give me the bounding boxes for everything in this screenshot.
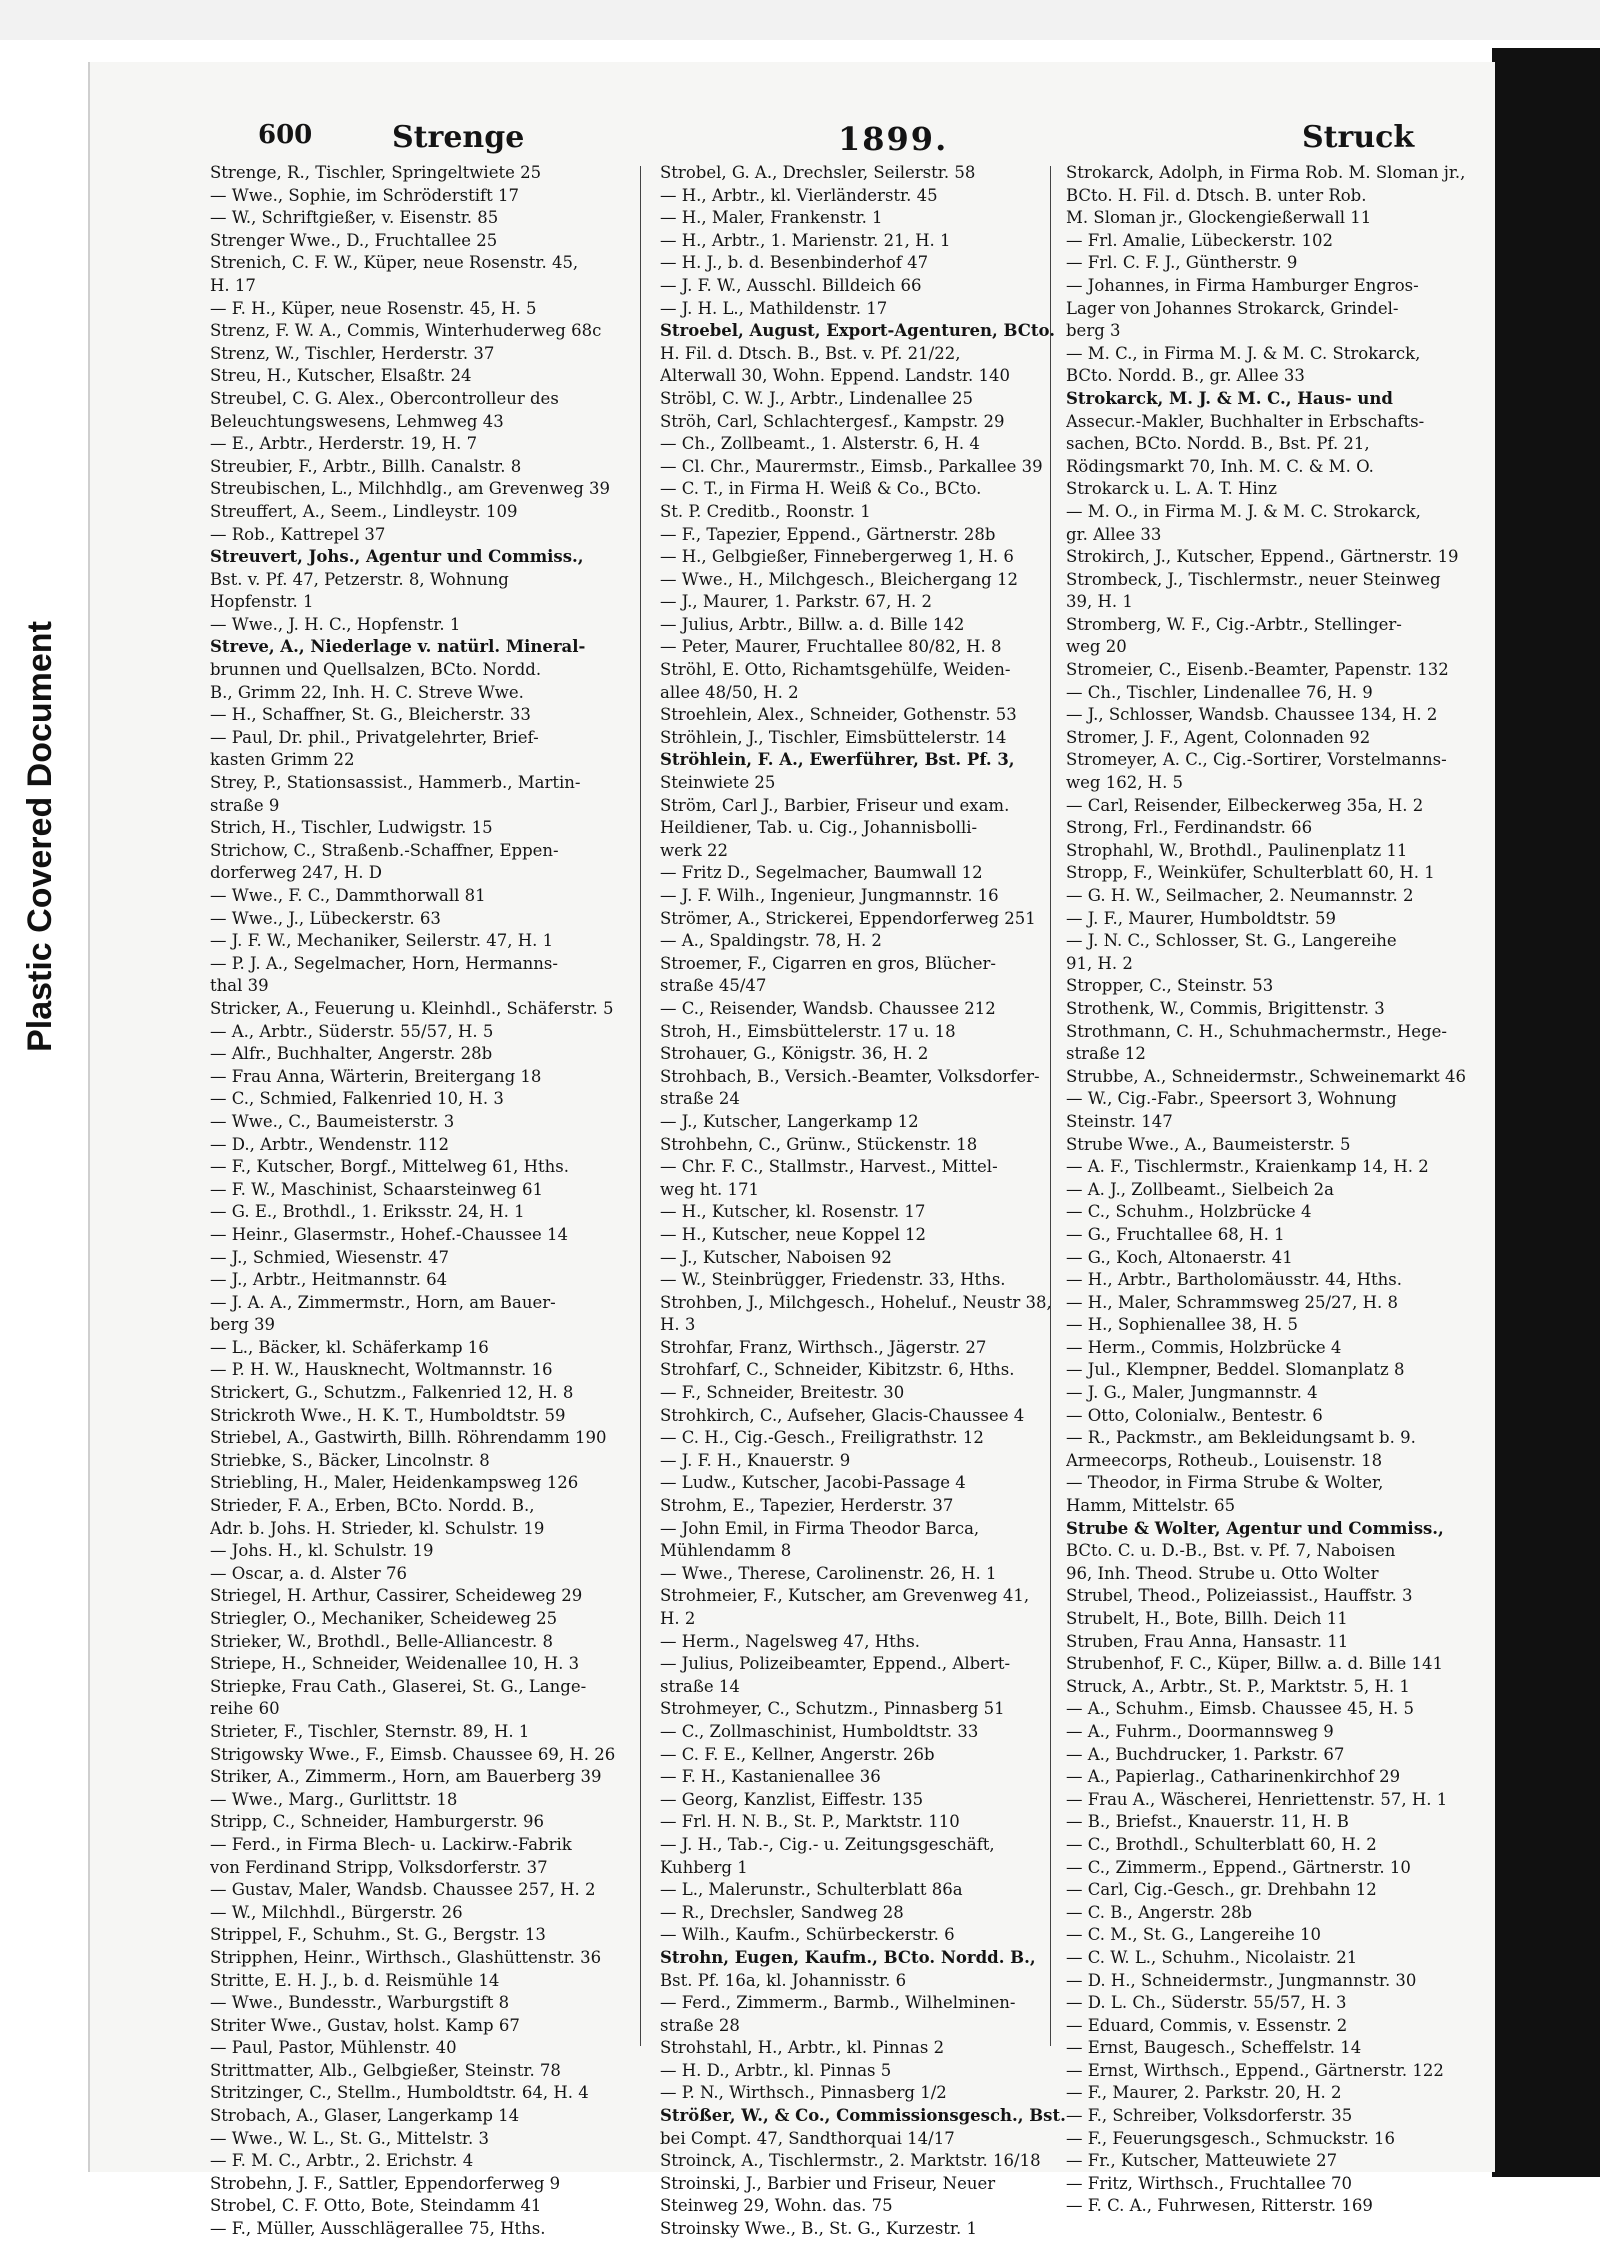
directory-entry: — J., Schmied, Wiesenstr. 47 — [210, 1247, 449, 1267]
directory-entry: Streuvert, Johs., Agentur und Commiss., — [210, 547, 584, 567]
directory-entry: — W., Cig.-Fabr., Speersort 3, Wohnung — [1066, 1089, 1397, 1109]
directory-entry: Stromeyer, A. C., Cig.-Sortirer, Vorstelmanns- — [1066, 750, 1447, 770]
directory-entry: — Jul., Klempner, Beddel. Slomanplatz 8 — [1066, 1360, 1405, 1380]
directory-entry: berg 3 — [1066, 321, 1121, 341]
directory-entry: Strenich, C. F. W., Küper, neue Rosenstr. 45, — [210, 253, 579, 273]
directory-entry: — Wwe., Therese, Carolinenstr. 26, H. 1 — [660, 1563, 997, 1583]
directory-entry: Ströbl, C. W. J., Arbtr., Lindenallee 25 — [660, 388, 974, 408]
directory-entry: — H., Arbtr., Bartholomäusstr. 44, Hths. — [1066, 1270, 1403, 1290]
directory-entry: — C., Zimmerm., Eppend., Gärtnerstr. 10 — [1066, 1857, 1411, 1877]
directory-entry: — Paul, Pastor, Mühlenstr. 40 — [210, 2038, 457, 2058]
directory-entry: — J. F. Wilh., Ingenieur, Jungmannstr. 16 — [660, 886, 999, 905]
directory-entry: Strokirch, J., Kutscher, Eppend., Gärtnerstr. 19 — [1066, 547, 1459, 567]
directory-entry: — Frl. Amalie, Lübeckerstr. 102 — [1066, 230, 1334, 250]
directory-entry: H. 2 — [660, 1609, 696, 1628]
directory-entry: Streubel, C. G. Alex., Obercontrolleur des — [210, 388, 559, 408]
directory-entry: Stroinck, A., Tischlermstr., 2. Marktstr. 16/18 — [660, 2151, 1041, 2171]
directory-entry: Strohauer, G., Königstr. 36, H. 2 — [660, 1044, 929, 1064]
directory-entry: Strieder, F. A., Erben, BCto. Nordd. B., — [210, 1496, 535, 1516]
directory-entry: — Wwe., W. L., St. G., Mittelstr. 3 — [210, 2128, 489, 2148]
directory-entry: Struben, Frau Anna, Hansastr. 11 — [1066, 1631, 1349, 1651]
directory-entry: — Chr. F. C., Stallmstr., Harvest., Mittel- — [660, 1157, 998, 1177]
scan-background — [0, 0, 1600, 40]
directory-entry: — J. F., Maurer, Humboldtstr. 59 — [1066, 908, 1337, 928]
directory-entry: Strokarck, Adolph, in Firma Rob. M. Sloman jr., — [1066, 163, 1466, 182]
directory-entry: Strichow, C., Straßenb.-Schaffner, Eppen- — [210, 840, 559, 860]
directory-entry: — J. H., Tab.-, Cig.- u. Zeitungsgeschäft, — [660, 1834, 995, 1854]
directory-entry: — Herm., Commis, Holzbrücke 4 — [1066, 1337, 1342, 1357]
directory-entry: — C. H., Cig.-Gesch., Freiligrathstr. 12 — [660, 1428, 984, 1448]
directory-entry: gr. Allee 33 — [1066, 524, 1162, 544]
directory-entry: — F. M. C., Arbtr., 2. Erichstr. 4 — [210, 2151, 474, 2171]
directory-entry: — Wilh., Kaufm., Schürbeckerstr. 6 — [660, 1925, 955, 1945]
directory-entry: — J., Maurer, 1. Parkstr. 67, H. 2 — [660, 592, 932, 612]
directory-entry: — F., Müller, Ausschlägerallee 75, Hths. — [210, 2219, 546, 2239]
directory-entry: — J. F. H., Knauerstr. 9 — [660, 1450, 851, 1470]
directory-entry: Stripp, C., Schneider, Hamburgerstr. 96 — [210, 1812, 545, 1832]
directory-entry: Strickert, G., Schutzm., Falkenried 12, H. 8 — [210, 1383, 574, 1403]
directory-entry: — Ch., Zollbeamt., 1. Alsterstr. 6, H. 4 — [660, 434, 980, 454]
directory-entry: von Ferdinand Stripp, Volksdorferstr. 37 — [210, 1857, 548, 1877]
directory-entry: Striebke, S., Bäcker, Lincolnstr. 8 — [210, 1450, 490, 1470]
directory-entry: Strobach, A., Glaser, Langerkamp 14 — [210, 2106, 520, 2126]
directory-entry: weg ht. 171 — [660, 1179, 759, 1199]
directory-entry: Striebling, H., Maler, Heidenkampsweg 126 — [210, 1473, 579, 1493]
directory-entry: 39, H. 1 — [1066, 592, 1133, 612]
directory-entry: — Wwe., H., Milchgesch., Bleichergang 12 — [660, 569, 1018, 589]
directory-entry: Stripphen, Heinr., Wirthsch., Glashüttenstr. 36 — [210, 1947, 602, 1967]
directory-entry: — F., Tapezier, Eppend., Gärtnerstr. 28b — [660, 524, 996, 544]
directory-entry: — Wwe., Bundesstr., Warburgstift 8 — [210, 1993, 510, 2013]
directory-entry: St. P. Creditb., Roonstr. 1 — [660, 501, 871, 521]
directory-entry: — W., Steinbrügger, Friedenstr. 33, Hths. — [660, 1270, 1006, 1290]
directory-entry: Ströh, Carl, Schlachtergesf., Kampstr. 29 — [660, 411, 1005, 431]
directory-entry: Ström, Carl J., Barbier, Friseur und exam. — [660, 795, 1010, 815]
directory-entry: Streu, H., Kutscher, Elsaßtr. 24 — [210, 366, 472, 386]
directory-entry: — F., Schreiber, Volksdorferstr. 35 — [1066, 2106, 1353, 2126]
directory-entry: — H., Kutscher, kl. Rosenstr. 17 — [660, 1202, 926, 1222]
directory-entry: — G. H. W., Seilmacher, 2. Neumannstr. 2 — [1066, 886, 1414, 905]
directory-entry: Streubier, F., Arbtr., Billh. Canalstr. 8 — [210, 456, 522, 476]
directory-column-2 — [660, 162, 1068, 2241]
directory-entry: Strubbe, A., Schneidermstr., Schweinemarkt 46 — [1066, 1066, 1467, 1086]
directory-entry: Strubel, Theod., Polizeiassist., Hauffstr. 3 — [1066, 1586, 1413, 1606]
directory-entry: — L., Malerunstr., Schulterblatt 86a — [660, 1880, 963, 1900]
directory-entry: — H., Schaffner, St. G., Bleicherstr. 33 — [210, 705, 531, 725]
directory-entry: Stritte, E. H. J., b. d. Reismühle 14 — [210, 1970, 500, 1990]
directory-entry: — H. D., Arbtr., kl. Pinnas 5 — [660, 2060, 892, 2080]
directory-entry: — A. F., Tischlermstr., Kraienkamp 14, H. 2 — [1066, 1157, 1429, 1177]
directory-entry: Strohstahl, H., Arbtr., kl. Pinnas 2 — [660, 2038, 945, 2058]
directory-entry: — A., Papierlag., Catharinenkirchhof 29 — [1066, 1767, 1401, 1787]
directory-entry: Ströhlein, F. A., Ewerführer, Bst. Pf. 3, — [660, 750, 1015, 770]
directory-column-3 — [1066, 162, 1474, 2218]
directory-entry: Stroinsky Wwe., B., St. G., Kurzestr. 1 — [660, 2219, 977, 2239]
directory-entry: — Johannes, in Firma Hamburger Engros- — [1066, 275, 1419, 295]
directory-entry: — Theodor, in Firma Strube & Wolter, — [1066, 1473, 1384, 1493]
directory-entry: Struck, A., Arbtr., St. P., Marktstr. 5, H. 1 — [1066, 1676, 1410, 1696]
directory-entry: Striegel, H. Arthur, Cassirer, Scheideweg 29 — [210, 1586, 583, 1606]
directory-entry: Strothenk, W., Commis, Brigittenstr. 3 — [1066, 998, 1385, 1018]
directory-entry: — C. F. E., Kellner, Angerstr. 26b — [660, 1744, 935, 1764]
directory-entry: — C. W. L., Schuhm., Nicolaistr. 21 — [1066, 1947, 1358, 1967]
directory-entry: — Frau A., Wäscherei, Henriettenstr. 57, H. 1 — [1066, 1789, 1448, 1809]
directory-entry: — H., Arbtr., kl. Vierländerstr. 45 — [660, 185, 938, 205]
directory-entry: BCto. Nordd. B., gr. Allee 33 — [1066, 366, 1305, 386]
directory-entry: — Gustav, Maler, Wandsb. Chaussee 257, H. 2 — [210, 1880, 596, 1900]
directory-entry: — Wwe., J., Lübeckerstr. 63 — [210, 908, 441, 928]
directory-entry: Strohmeyer, C., Schutzm., Pinnasberg 51 — [660, 1699, 1005, 1719]
directory-entry: — H. J., b. d. Besenbinderhof 47 — [660, 253, 929, 273]
directory-entry: Strobel, G. A., Drechsler, Seilerstr. 58 — [660, 163, 976, 182]
directory-entry: — G., Fruchtallee 68, H. 1 — [1066, 1224, 1285, 1244]
directory-entry: — Alfr., Buchhalter, Angerstr. 28b — [210, 1044, 493, 1064]
directory-entry: Adr. b. Johs. H. Strieder, kl. Schulstr. 19 — [210, 1518, 545, 1538]
directory-entry: Strobel, C. F. Otto, Bote, Steindamm 41 — [210, 2196, 542, 2216]
directory-entry: — M. C., in Firma M. J. & M. C. Strokarck, — [1066, 343, 1421, 363]
directory-entry: 91, H. 2 — [1066, 953, 1133, 973]
directory-entry: Striker, A., Zimmerm., Horn, am Bauerberg 39 — [210, 1767, 602, 1787]
directory-entry: — Julius, Polizeibeamter, Eppend., Albert- — [660, 1654, 1011, 1674]
directory-entry: Ströhl, E. Otto, Richamtsgehülfe, Weiden- — [660, 660, 1011, 680]
directory-entry: — John Emil, in Firma Theodor Barca, — [660, 1518, 980, 1538]
directory-entry: Armeecorps, Rotheub., Louisenstr. 18 — [1066, 1450, 1383, 1470]
directory-entry: straße 24 — [660, 1089, 740, 1109]
directory-entry: Strobehn, J. F., Sattler, Eppendorferweg 9 — [210, 2173, 561, 2193]
directory-entry: — A., Spaldingstr. 78, H. 2 — [660, 931, 882, 951]
directory-entry: — A., Buchdrucker, 1. Parkstr. 67 — [1066, 1744, 1345, 1764]
directory-entry: — Carl, Reisender, Eilbeckerweg 35a, H. 2 — [1066, 795, 1424, 815]
directory-entry: — Wwe., F. C., Dammthorwall 81 — [210, 886, 486, 905]
directory-entry: Bst. v. Pf. 47, Petzerstr. 8, Wohnung — [210, 569, 509, 589]
directory-entry: Strenger Wwe., D., Fruchtallee 25 — [210, 230, 498, 250]
plastic-covered-label-text: Plastic Covered Document — [20, 620, 59, 1052]
directory-entry: — F. H., Küper, neue Rosenstr. 45, H. 5 — [210, 298, 537, 318]
directory-entry: — C., Schmied, Falkenried 10, H. 3 — [210, 1089, 504, 1109]
directory-entry: Striepke, Frau Cath., Glaserei, St. G., Lange- — [210, 1676, 587, 1696]
directory-entry: — C., Schuhm., Holzbrücke 4 — [1066, 1202, 1312, 1222]
directory-entry: Strenz, F. W. A., Commis, Winterhuderweg 68c — [210, 321, 602, 341]
directory-entry: — Julius, Arbtr., Billw. a. d. Bille 142 — [660, 614, 965, 634]
directory-entry: H. 3 — [660, 1315, 696, 1335]
directory-entry: Strich, H., Tischler, Ludwigstr. 15 — [210, 818, 493, 838]
running-head-right: Struck — [1302, 120, 1415, 155]
directory-entry: — J. H. L., Mathildenstr. 17 — [660, 298, 888, 318]
directory-entry: — J., Kutscher, Langerkamp 12 — [660, 1111, 919, 1131]
directory-entry: — C., Zollmaschinist, Humboldtstr. 33 — [660, 1721, 979, 1741]
directory-entry: dorferweg 247, H. D — [210, 863, 382, 883]
directory-entry: straße 45/47 — [660, 976, 767, 996]
directory-entry: Beleuchtungswesens, Lehmweg 43 — [210, 411, 504, 431]
directory-entry: B., Grimm 22, Inh. H. C. Streve Wwe. — [210, 682, 524, 702]
directory-entry: Strombeck, J., Tischlermstr., neuer Steinweg — [1066, 569, 1441, 589]
directory-entry: Assecur.-Makler, Buchhalter in Erbschafts- — [1066, 411, 1425, 431]
directory-entry: straße 12 — [1066, 1044, 1146, 1064]
directory-entry: werk 22 — [660, 840, 729, 860]
page-number: 600 — [258, 120, 313, 150]
directory-entry: Strube & Wolter, Agentur und Commiss., — [1066, 1518, 1444, 1538]
directory-entry: — Ch., Tischler, Lindenallee 76, H. 9 — [1066, 682, 1373, 702]
directory-entry: Steinstr. 147 — [1066, 1111, 1173, 1131]
directory-entry: Stropper, C., Steinstr. 53 — [1066, 976, 1274, 996]
directory-entry: sachen, BCto. Nordd. B., Bst. Pf. 21, — [1066, 434, 1370, 454]
directory-entry: — Otto, Colonialw., Bentestr. 6 — [1066, 1405, 1323, 1425]
directory-entry: — H., Gelbgießer, Finnebergerweg 1, H. 6 — [660, 547, 1014, 567]
directory-entry: — D., Arbtr., Wendenstr. 112 — [210, 1134, 450, 1154]
directory-entry: — H., Kutscher, neue Koppel 12 — [660, 1224, 927, 1244]
directory-entry: — P. H. W., Hausknecht, Woltmannstr. 16 — [210, 1360, 553, 1380]
directory-entry: — Wwe., C., Baumeisterstr. 3 — [210, 1111, 455, 1131]
directory-entry: Bst. Pf. 16a, kl. Johannisstr. 6 — [660, 1970, 907, 1990]
directory-entry: Strohkirch, C., Aufseher, Glacis-Chaussee 4 — [660, 1405, 1025, 1425]
directory-entry: — F., Kutscher, Borgf., Mittelweg 61, Hths. — [210, 1157, 570, 1177]
directory-entry: Stromeier, C., Eisenb.-Beamter, Papenstr. 132 — [1066, 660, 1449, 680]
directory-entry: — F. W., Maschinist, Schaarsteinweg 61 — [210, 1179, 543, 1199]
directory-entry: Strieker, W., Brothdl., Belle-Alliancestr. 8 — [210, 1631, 553, 1651]
directory-entry: Striebel, A., Gastwirth, Billh. Röhrendamm 190 — [210, 1428, 607, 1448]
directory-entry: H. Fil. d. Dtsch. B., Bst. v. Pf. 21/22, — [660, 343, 961, 363]
directory-entry: — Heinr., Glasermstr., Hohef.-Chaussee 14 — [210, 1224, 569, 1244]
directory-entry: straße 9 — [210, 795, 280, 815]
directory-entry: — B., Briefst., Knauerstr. 11, H. B — [1066, 1812, 1349, 1832]
directory-entry: — G., Koch, Altonaerstr. 41 — [1066, 1247, 1293, 1267]
directory-entry: — J. A. A., Zimmermstr., Horn, am Bauer- — [210, 1292, 556, 1312]
directory-entry: — Herm., Nagelsweg 47, Hths. — [660, 1631, 921, 1651]
year-heading: 1899. — [838, 120, 949, 158]
directory-entry: — Fritz, Wirthsch., Fruchtallee 70 — [1066, 2173, 1352, 2193]
directory-entry: Strohn, Eugen, Kaufm., BCto. Nordd. B., — [660, 1947, 1036, 1967]
directory-entry: — L., Bäcker, kl. Schäferkamp 16 — [210, 1337, 489, 1357]
directory-entry: Strey, P., Stationsassist., Hammerb., Martin- — [210, 773, 581, 793]
directory-entry: — C. B., Angerstr. 28b — [1066, 1902, 1253, 1922]
directory-entry: thal 39 — [210, 976, 269, 996]
directory-entry: Mühlendamm 8 — [660, 1541, 792, 1561]
directory-entry: — R., Drechsler, Sandweg 28 — [660, 1902, 904, 1922]
directory-entry: Stroehlein, Alex., Schneider, Gothenstr. 53 — [660, 705, 1017, 725]
directory-entry: — J., Kutscher, Naboisen 92 — [660, 1247, 892, 1267]
directory-entry: — Frau Anna, Wärterin, Breitergang 18 — [210, 1066, 542, 1086]
directory-entry: allee 48/50, H. 2 — [660, 682, 799, 702]
directory-entry: straße 14 — [660, 1676, 740, 1696]
directory-entry: — M. O., in Firma M. J. & M. C. Strokarck, — [1066, 501, 1421, 521]
column-divider — [640, 166, 641, 2046]
directory-entry: — Johs. H., kl. Schulstr. 19 — [210, 1541, 434, 1561]
directory-entry: kasten Grimm 22 — [210, 750, 355, 770]
directory-entry: Strömer, A., Strickerei, Eppendorferweg 251 — [660, 908, 1036, 928]
directory-entry: — Ludw., Kutscher, Jacobi-Passage 4 — [660, 1473, 966, 1493]
directory-entry: Alterwall 30, Wohn. Eppend. Landstr. 140 — [660, 366, 1010, 386]
directory-entry: Stropp, F., Weinküfer, Schulterblatt 60, H. 1 — [1066, 863, 1435, 883]
directory-entry: Strong, Frl., Ferdinandstr. 66 — [1066, 818, 1313, 838]
directory-entry: Strubenhof, F. C., Küper, Billw. a. d. Bille 141 — [1066, 1654, 1444, 1674]
directory-entry: Streuffert, A., Seem., Lindleystr. 109 — [210, 501, 518, 521]
directory-entry: Hamm, Mittelstr. 65 — [1066, 1496, 1236, 1516]
directory-entry: — J. N. C., Schlosser, St. G., Langereihe — [1066, 931, 1397, 951]
directory-entry: Strohbach, B., Versich.-Beamter, Volksdorfer- — [660, 1066, 1040, 1086]
directory-entry: Heildiener, Tab. u. Cig., Johannisbolli- — [660, 818, 978, 838]
directory-entry: — J. F. W., Mechaniker, Seilerstr. 47, H. 1 — [210, 931, 554, 951]
directory-entry: — A., Fuhrm., Doormannsweg 9 — [1066, 1721, 1334, 1741]
directory-entry: — Carl, Cig.-Gesch., gr. Drehbahn 12 — [1066, 1880, 1377, 1900]
directory-entry: Streve, A., Niederlage v. natürl. Mineral- — [210, 637, 586, 657]
directory-entry: Striegler, O., Mechaniker, Scheideweg 25 — [210, 1609, 558, 1628]
directory-entry: Strubelt, H., Bote, Billh. Deich 11 — [1066, 1609, 1348, 1628]
directory-entry: reihe 60 — [210, 1699, 280, 1719]
directory-entry: Stromberg, W. F., Cig.-Arbtr., Stellinger- — [1066, 614, 1402, 634]
directory-entry: — Wwe., Sophie, im Schröderstift 17 — [210, 185, 520, 205]
directory-entry: Streubischen, L., Milchhdlg., am Grevenweg 39 — [210, 479, 611, 499]
directory-entry: — Cl. Chr., Maurermstr., Eimsb., Parkallee 39 — [660, 456, 1043, 476]
directory-entry: — Rob., Kattrepel 37 — [210, 524, 386, 544]
directory-entry: — J. F. W., Ausschl. Billdeich 66 — [660, 275, 922, 295]
directory-entry: Kuhberg 1 — [660, 1857, 748, 1877]
directory-entry: Strippel, F., Schuhm., St. G., Bergstr. 13 — [210, 1925, 546, 1945]
directory-entry: — Paul, Dr. phil., Privatgelehrter, Brief- — [210, 727, 539, 747]
directory-entry: Strohmeier, F., Kutscher, am Grevenweg 41, — [660, 1586, 1030, 1606]
directory-entry: Steinweg 29, Wohn. das. 75 — [660, 2196, 893, 2216]
directory-entry: weg 20 — [1066, 637, 1127, 657]
directory-entry: Strößer, W., & Co., Commissionsgesch., Bst. — [660, 2106, 1066, 2126]
directory-entry: — Wwe., Marg., Gurlittstr. 18 — [210, 1789, 458, 1809]
directory-entry: — F. C. A., Fuhrwesen, Ritterstr. 169 — [1066, 2196, 1373, 2216]
directory-entry: — H., Arbtr., 1. Marienstr. 21, H. 1 — [660, 230, 951, 250]
scanner-shadow-strip — [1492, 48, 1600, 2177]
directory-entry: — H., Maler, Schrammsweg 25/27, H. 8 — [1066, 1292, 1398, 1312]
directory-entry: — P. J. A., Segelmacher, Horn, Hermanns- — [210, 953, 558, 973]
directory-entry: — J. G., Maler, Jungmannstr. 4 — [1066, 1383, 1318, 1403]
directory-entry: Strube Wwe., A., Baumeisterstr. 5 — [1066, 1134, 1351, 1154]
directory-entry: — E., Arbtr., Herderstr. 19, H. 7 — [210, 434, 478, 454]
directory-entry: Strohben, J., Milchgesch., Hoheluf., Neustr 38, — [660, 1292, 1052, 1312]
directory-entry: — Ferd., Zimmerm., Barmb., Wilhelminen- — [660, 1993, 1016, 2013]
running-head-left: Strenge — [392, 120, 525, 155]
directory-entry: Strickroth Wwe., H. K. T., Humboldtstr. 59 — [210, 1405, 566, 1425]
directory-entry: Strohm, E., Tapezier, Herderstr. 37 — [660, 1496, 954, 1516]
directory-entry: weg 162, H. 5 — [1066, 773, 1184, 793]
directory-entry: — A., Schuhm., Eimsb. Chaussee 45, H. 5 — [1066, 1699, 1414, 1719]
directory-entry: Lager von Johannes Strokarck, Grindel- — [1066, 298, 1399, 318]
directory-entry: — C., Reisender, Wandsb. Chaussee 212 — [660, 998, 996, 1018]
directory-entry: Steinwiete 25 — [660, 773, 776, 793]
directory-entry: — P. N., Wirthsch., Pinnasberg 1/2 — [660, 2083, 947, 2103]
directory-entry: Striepe, H., Schneider, Weidenallee 10, H. 3 — [210, 1654, 580, 1674]
directory-entry: Striter Wwe., Gustav, holst. Kamp 67 — [210, 2015, 520, 2035]
directory-entry: berg 39 — [210, 1315, 276, 1335]
directory-entry: — A. J., Zollbeamt., Sielbeich 2a — [1066, 1179, 1335, 1199]
directory-entry: — H., Maler, Frankenstr. 1 — [660, 208, 883, 228]
directory-entry: Ströhlein, J., Tischler, Eimsbüttelerstr. 14 — [660, 727, 1007, 747]
directory-entry: — F., Maurer, 2. Parkstr. 20, H. 2 — [1066, 2083, 1342, 2103]
directory-entry: 96, Inh. Theod. Strube u. Otto Wolter — [1066, 1563, 1379, 1583]
directory-entry: Stritzinger, C., Stellm., Humboldtstr. 64, H. 4 — [210, 2083, 589, 2103]
directory-entry: — R., Packmstr., am Bekleidungsamt b. 9. — [1066, 1428, 1416, 1448]
directory-entry: — Fr., Kutscher, Matteuwiete 27 — [1066, 2151, 1338, 2171]
directory-entry: Strokarck, M. J. & M. C., Haus- und — [1066, 388, 1393, 408]
directory-entry: Stromer, J. F., Agent, Colonnaden 92 — [1066, 727, 1371, 747]
directory-entry: straße 28 — [660, 2015, 740, 2035]
directory-entry: — W., Milchhdl., Bürgerstr. 26 — [210, 1902, 463, 1922]
directory-entry: Stroh, H., Eimsbüttelerstr. 17 u. 18 — [660, 1021, 956, 1041]
directory-entry: — D. H., Schneidermstr., Jungmannstr. 30 — [1066, 1970, 1417, 1990]
directory-entry: — Georg, Kanzlist, Eiffestr. 135 — [660, 1789, 924, 1809]
directory-entry: — Wwe., J. H. C., Hopfenstr. 1 — [210, 614, 461, 634]
directory-entry: — C., Brothdl., Schulterblatt 60, H. 2 — [1066, 1834, 1377, 1854]
directory-entry: Strohfarf, C., Schneider, Kibitzstr. 6, Hths. — [660, 1360, 1015, 1380]
directory-entry: BCto. C. u. D.-B., Bst. v. Pf. 7, Naboisen — [1066, 1541, 1396, 1561]
directory-entry: — F. H., Kastanienallee 36 — [660, 1767, 881, 1787]
directory-entry: bei Compt. 47, Sandthorquai 14/17 — [660, 2128, 955, 2148]
directory-entry: Strohbehn, C., Grünw., Stückenstr. 18 — [660, 1134, 978, 1154]
directory-entry: Strohfar, Franz, Wirthsch., Jägerstr. 27 — [660, 1337, 987, 1357]
directory-entry: Strothmann, C. H., Schuhmachermstr., Hege- — [1066, 1021, 1447, 1041]
directory-entry: — H., Sophienallee 38, H. 5 — [1066, 1315, 1298, 1335]
directory-entry: Hopfenstr. 1 — [210, 592, 314, 612]
directory-entry: Strittmatter, Alb., Gelbgießer, Steinstr. 78 — [210, 2060, 561, 2080]
directory-entry: Strenge, R., Tischler, Springeltwiete 25 — [210, 163, 542, 182]
directory-entry: — A., Arbtr., Süderstr. 55/57, H. 5 — [210, 1021, 494, 1041]
directory-entry: BCto. H. Fil. d. Dtsch. B. unter Rob. — [1066, 185, 1367, 205]
directory-entry: Stroinski, J., Barbier und Friseur, Neuer — [660, 2173, 996, 2193]
directory-entry: Stroemer, F., Cigarren en gros, Blücher- — [660, 953, 996, 973]
directory-entry: Strokarck u. L. A. T. Hinz — [1066, 479, 1277, 499]
directory-column-1 — [210, 162, 618, 2241]
directory-entry: — F., Feuerungsgesch., Schmuckstr. 16 — [1066, 2128, 1395, 2148]
directory-entry: brunnen und Quellsalzen, BCto. Nordd. — [210, 660, 542, 680]
directory-entry: — D. L. Ch., Süderstr. 55/57, H. 3 — [1066, 1993, 1347, 2013]
directory-entry: — Ernst, Baugesch., Scheffelstr. 14 — [1066, 2038, 1362, 2058]
directory-entry: — Peter, Maurer, Fruchtallee 80/82, H. 8 — [660, 637, 1002, 657]
directory-entry: Rödingsmarkt 70, Inh. M. C. & M. O. — [1066, 456, 1374, 476]
directory-entry: — Fritz D., Segelmacher, Baumwall 12 — [660, 863, 983, 883]
directory-entry: — G. E., Brothdl., 1. Eriksstr. 24, H. 1 — [210, 1202, 525, 1222]
directory-entry: — Eduard, Commis, v. Essenstr. 2 — [1066, 2015, 1348, 2035]
directory-entry: — F., Schneider, Breitestr. 30 — [660, 1383, 905, 1403]
directory-entry: Strieter, F., Tischler, Sternstr. 89, H. 1 — [210, 1721, 530, 1741]
directory-entry: — C. T., in Firma H. Weiß & Co., BCto. — [660, 479, 982, 499]
directory-entry: — J., Schlosser, Wandsb. Chaussee 134, H. 2 — [1066, 705, 1438, 725]
directory-entry: Stricker, A., Feuerung u. Kleinhdl., Schäferstr. 5 — [210, 998, 614, 1018]
directory-entry: — Frl. C. F. J., Güntherstr. 9 — [1066, 253, 1298, 273]
directory-entry: — J., Arbtr., Heitmannstr. 64 — [210, 1270, 448, 1290]
directory-entry: — C. M., St. G., Langereihe 10 — [1066, 1925, 1321, 1945]
directory-entry: Strigowsky Wwe., F., Eimsb. Chaussee 69, H. 26 — [210, 1744, 616, 1764]
directory-entry: Strophahl, W., Brothdl., Paulinenplatz 11 — [1066, 840, 1408, 860]
directory-entry: — W., Schriftgießer, v. Eisenstr. 85 — [210, 208, 499, 228]
directory-entry: Stroebel, August, Export-Agenturen, BCto. — [660, 321, 1055, 341]
directory-entry: H. 17 — [210, 275, 256, 295]
directory-entry: — Frl. H. N. B., St. P., Marktstr. 110 — [660, 1812, 960, 1832]
directory-entry: — Ernst, Wirthsch., Eppend., Gärtnerstr. 122 — [1066, 2060, 1444, 2080]
directory-entry: M. Sloman jr., Glockengießerwall 11 — [1066, 208, 1372, 228]
directory-entry: Strenz, W., Tischler, Herderstr. 37 — [210, 343, 495, 363]
directory-entry: — Oscar, a. d. Alster 76 — [210, 1563, 407, 1583]
directory-entry: — Ferd., in Firma Blech- u. Lackirw.-Fabrik — [210, 1834, 572, 1854]
plastic-covered-label — [10, 576, 70, 1096]
